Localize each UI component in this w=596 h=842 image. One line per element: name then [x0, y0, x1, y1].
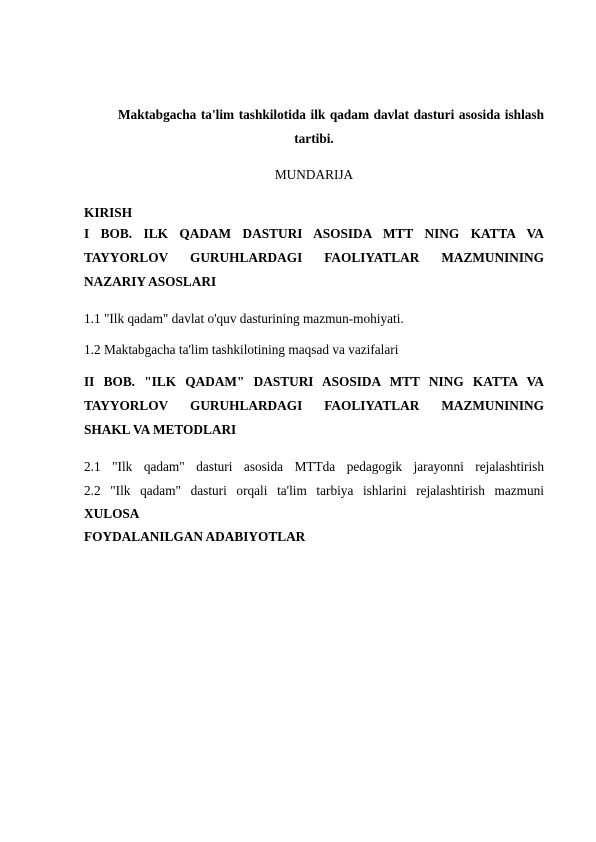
toc-references: FOYDALANILGAN ADABIYOTLAR — [84, 529, 306, 544]
document-title-continued — [84, 131, 544, 147]
toc-chapter-1-line-2: TAYYORLOV GURUHLARDAGI FAOLIYATLAR MAZMUNINING — [84, 250, 544, 265]
toc-chapter-2-line-2: TAYYORLOV GURUHLARDAGI FAOLIYATLAR MAZMUNINING — [84, 398, 544, 413]
toc-chapter-1-line-1: I BOB. ILK QADAM DASTURI ASOSIDA MTT NING KATTA VA — [84, 226, 544, 241]
toc-conclusion: XULOSA — [84, 506, 140, 521]
toc-chapter-2-line-3: SHAKL VA METODLARI — [84, 422, 237, 437]
toc-section-1-2: 1.2 Maktabgacha ta'lim tashkilotining maqsad va vazifalari — [84, 342, 399, 357]
title-line-1: Maktabgacha ta'lim tashkilotida ilk qadam davlat dasturi asosida ishlash — [118, 107, 544, 122]
toc-chapter-2 — [84, 374, 544, 438]
toc-intro: KIRISH — [84, 205, 133, 220]
toc-chapter-2-line-1: II BOB. "ILK QADAM" DASTURI ASOSIDA MTT NING KATTA VA — [84, 374, 544, 389]
title-line-2: tartibi. — [294, 131, 334, 146]
toc-chapter-1 — [84, 226, 544, 290]
contents-heading: MUNDARIJA — [274, 167, 354, 182]
toc-chapter-1-line-3: NAZARIY ASOSLARI — [84, 274, 217, 289]
toc-section-1-1: 1.1 "Ilk qadam" davlat o'quv dasturining mazmun-mohiyati. — [84, 311, 404, 326]
toc-section-2-2: 2.2 "Ilk qadam" dasturi orqali ta'lim tarbiya ishlarini rejalashtirish mazmuni — [84, 483, 544, 498]
document-title — [118, 107, 544, 123]
toc-section-2-1: 2.1 "Ilk qadam" dasturi asosida MTTda pedagogik jarayonni rejalashtirish — [84, 459, 544, 474]
